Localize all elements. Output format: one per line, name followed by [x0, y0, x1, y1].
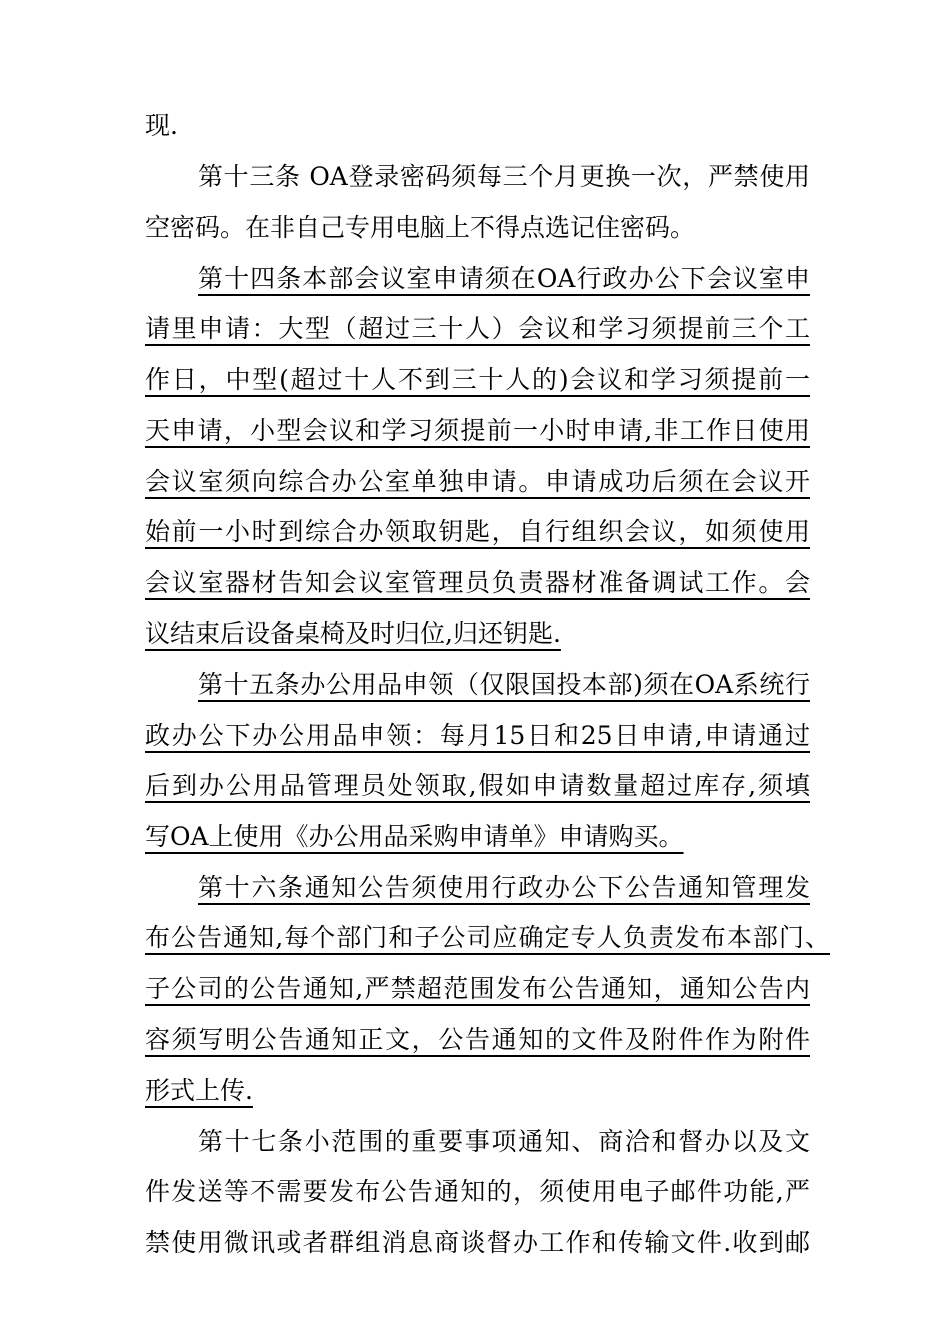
article-14-line	[145, 563, 810, 603]
article-15-line	[145, 716, 810, 756]
paragraph-line	[145, 106, 810, 146]
line-text: 容须写明公告通知正文，公告通知的文件及附件作为附件	[145, 1025, 810, 1054]
line-text: 请里申请：大型（超过三十人）会议和学习须提前三个工	[145, 314, 810, 343]
line-text: 会议室器材告知会议室管理员负责器材准备调试工作。会	[145, 568, 810, 597]
line-text: 空密码。在非自己专用电脑上不得点选记住密码。	[145, 213, 696, 242]
article-14-line	[145, 462, 810, 502]
line-text: 禁使用微讯或者群组消息商谈督办工作和传输文件.收到邮	[145, 1228, 810, 1257]
line-text: 第十七条小范围的重要事项通知、商洽和督办以及文	[198, 1127, 810, 1156]
article-16-line	[145, 918, 830, 958]
article-14-line	[145, 614, 810, 654]
article-14-line	[145, 309, 810, 349]
line-text: 天申请，小型会议和学习须提前一小时申请,非工作日使用	[145, 416, 810, 445]
line-text: 政办公下办公用品申领：每月15日和25日申请,申请通过	[145, 721, 810, 750]
line-text: 第十五条办公用品申领（仅限国投本部)须在OA系统行	[198, 670, 810, 699]
line-text: 子公司的公告通知,严禁超范围发布公告通知，通知公告内	[145, 974, 810, 1003]
article-16-line	[145, 1071, 810, 1111]
article-13-line	[145, 208, 810, 248]
article-17-line	[145, 1172, 810, 1212]
article-14-line	[198, 259, 810, 299]
line-text: 布公告通知,每个部门和子公司应确定专人负责发布本部门、	[145, 923, 830, 952]
line-text: 后到办公用品管理员处领取,假如申请数量超过库存,须填	[145, 771, 810, 800]
line-text: 会议室须向综合办公室单独申请。申请成功后须在会议开	[145, 467, 810, 496]
line-text: 第十六条通知公告须使用行政办公下公告通知管理发	[198, 873, 810, 902]
article-15-line	[145, 766, 810, 806]
article-16-line	[145, 1020, 810, 1060]
line-text: 件发送等不需要发布公告通知的，须使用电子邮件功能,严	[145, 1177, 810, 1206]
line-text: 形式上传.	[145, 1076, 253, 1105]
line-text: 始前一小时到综合办领取钥匙，自行组织会议，如须使用	[145, 517, 810, 546]
line-text: 议结束后设备桌椅及时归位,归还钥匙.	[145, 619, 561, 648]
article-13-line	[198, 157, 810, 197]
article-16-line	[145, 969, 810, 1009]
article-15-line	[145, 817, 810, 857]
article-17-line	[198, 1122, 810, 1162]
article-16-line	[198, 868, 810, 908]
article-17-line	[145, 1223, 810, 1263]
line-text: 作日，中型(超过十人不到三十人的)会议和学习须提前一	[145, 365, 810, 394]
article-15-line	[198, 665, 810, 705]
line-text: 现.	[145, 111, 178, 140]
article-14-line	[145, 360, 810, 400]
line-text: 第十三条 OA登录密码须每三个月更换一次，严禁使用	[198, 162, 810, 191]
line-text: 第十四条本部会议室申请须在OA行政办公下会议室申	[198, 264, 810, 293]
line-text: 写OA上使用《办公用品采购申请单》申请购买。	[145, 822, 684, 851]
article-14-line	[145, 512, 810, 552]
article-14-line	[145, 411, 810, 451]
